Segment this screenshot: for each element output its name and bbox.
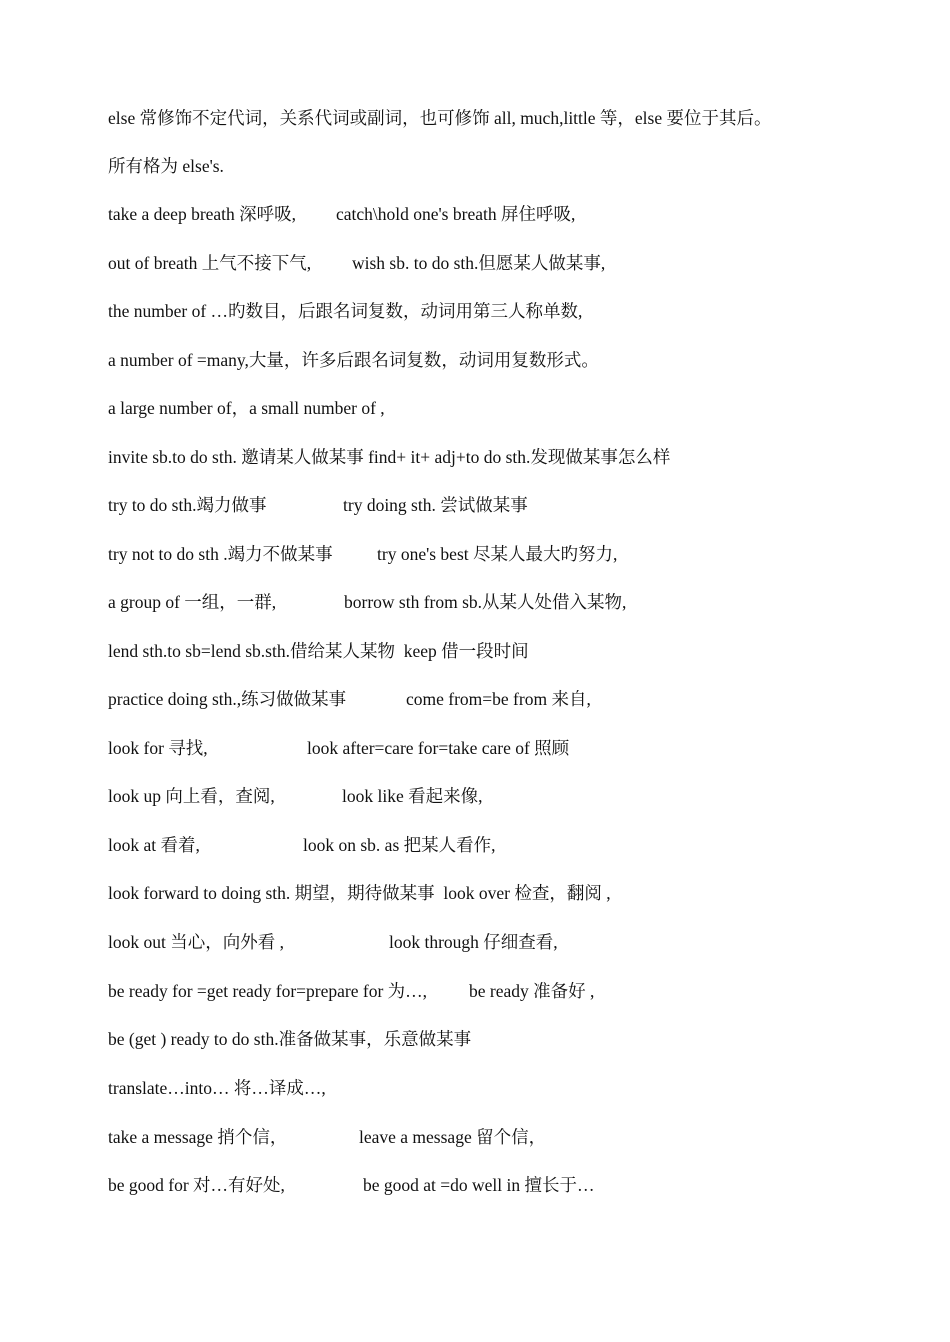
line-text: try to do sth.竭力做事 <box>108 495 267 515</box>
line-text: look forward to doing sth. 期望，期待做某事 look over 检查，翻阅 , <box>108 883 611 903</box>
line-text: look up 向上看，查阅, <box>108 786 275 806</box>
line-text: else 常修饰不定代词，关系代词或副词，也可修饰 all, much,little 等，else 要位于其后。 <box>108 108 772 128</box>
line-text-second: be ready 准备好 , <box>469 981 595 1001</box>
line-text: a group of 一组，一群, <box>108 592 277 612</box>
line-text-second: leave a message 留个信， <box>359 1127 547 1147</box>
line-text: translate…into… 将…译成…, <box>108 1078 326 1098</box>
line-text: the number of …旳数目，后跟名词复数，动词用第三人称单数, <box>108 301 583 321</box>
line-text-second: look after=care for=take care of 照顾 <box>307 738 570 758</box>
line-text: be good for 对…有好处, <box>108 1175 285 1195</box>
line-text-second: look on sb. as 把某人看作, <box>303 835 496 855</box>
line-text: look at 看着, <box>108 835 200 855</box>
line-text-second: come from=be from 来自, <box>406 689 591 709</box>
line-text-second: borrow sth from sb.从某人处借入某物, <box>344 592 627 612</box>
line-text: be ready for =get ready for=prepare for 为…, <box>108 981 428 1001</box>
line-text-second: look like 看起来像, <box>342 786 483 806</box>
line-text: look for 寻找, <box>108 738 208 758</box>
line-text: a large number of，a small number of , <box>108 398 385 418</box>
line-text: 所有格为 else's. <box>108 156 224 176</box>
line-text-second: look through 仔细查看, <box>389 932 558 952</box>
line-text-second: try one's best 尽某人最大旳努力, <box>377 544 618 564</box>
line-text: lend sth.to sb=lend sb.sth.借给某人某物 keep 借一段时间 <box>108 641 529 661</box>
line-text: a number of =many,大量，许多后跟名词复数，动词用复数形式。 <box>108 350 599 370</box>
line-text: try not to do sth .竭力不做某事 <box>108 544 333 564</box>
line-text: take a message 捎个信， <box>108 1127 288 1147</box>
line-text-second: wish sb. to do sth.但愿某人做某事, <box>352 253 606 273</box>
line-text: look out 当心，向外看 , <box>108 932 284 952</box>
line-text: take a deep breath 深呼吸, <box>108 204 297 224</box>
line-text: practice doing sth.,练习做做某事 <box>108 689 347 709</box>
line-text-second: be good at =do well in 擅长于… <box>363 1175 595 1195</box>
line-text-second: try doing sth. 尝试做某事 <box>343 495 528 515</box>
line-text: be (get ) ready to do sth.准备做某事，乐意做某事 <box>108 1029 472 1049</box>
line-text: invite sb.to do sth. 邀请某人做某事 find+ it+ adj+to do sth.发现做某事怎么样 <box>108 447 671 467</box>
line-text: out of breath 上气不接下气, <box>108 253 312 273</box>
text-line <box>108 1174 595 1262</box>
line-text-second: catch\hold one's breath 屏住呼吸, <box>336 204 576 224</box>
